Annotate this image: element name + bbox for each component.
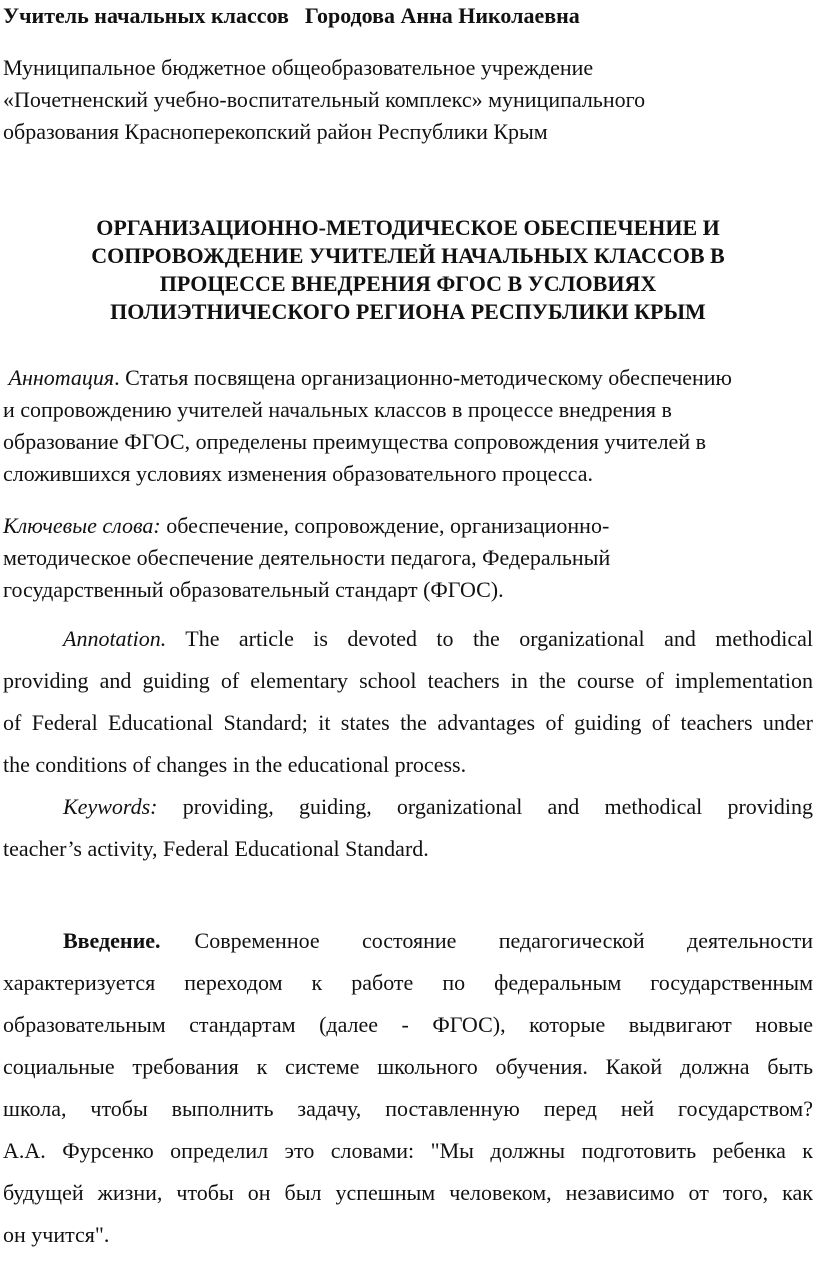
- title-line: ПРОЦЕССЕ ВНЕДРЕНИЯ ФГОС В УСЛОВИЯХ: [159, 271, 657, 296]
- institution-line: «Почетненский учебно-воспитательный комплекс» муниципального: [3, 87, 646, 112]
- author-name: Городова Анна Николаевна: [304, 3, 580, 28]
- author-role: Учитель начальных классов: [3, 3, 289, 28]
- introduction-line: А.А. Фурсенко определил это словами: "Мы должны подготовить ребенка к: [3, 1138, 813, 1163]
- introduction-text: Современное состояние педагогической деятельности: [194, 928, 813, 953]
- abstract-ru-line: образование ФГОС, определены преимущества сопровождения учителей в: [3, 429, 706, 454]
- annotation-en-line: the conditions of changes in the educational process.: [3, 752, 467, 777]
- keywords-ru-line: [3, 510, 813, 542]
- keywords-en-line: teacher’s activity, Federal Educational Standard.: [3, 836, 429, 861]
- institution-line: Муниципальное бюджетное общеобразовательное учреждение: [3, 55, 594, 80]
- article-title: [0, 214, 816, 326]
- title-line: ОРГАНИЗАЦИОННО-МЕТОДИЧЕСКОЕ ОБЕСПЕЧЕНИЕ И: [96, 215, 720, 240]
- author-line: [3, 2, 580, 30]
- keywords-ru-text: обеспечение, сопровождение, организационно-: [160, 513, 610, 538]
- keywords-en: [3, 786, 813, 870]
- institution-line: образования Красноперекопский район Республики Крым: [3, 119, 548, 144]
- annotation-en-line: providing and guiding of elementary school teachers in the course of implementation: [3, 668, 813, 693]
- abstract-ru-text: . Статья посвящена организационно-методическому обеспечению: [114, 365, 732, 390]
- abstract-ru: [3, 362, 813, 490]
- title-line: СОПРОВОЖДЕНИЕ УЧИТЕЛЕЙ НАЧАЛЬНЫХ КЛАССОВ В: [91, 243, 725, 268]
- introduction-line: социальные требования к системе школьного обучения. Какой должна быть: [3, 1054, 813, 1079]
- abstract-ru-line: [3, 362, 813, 394]
- introduction-line: будущей жизни, чтобы он был успешным человеком, независимо от того, как: [3, 1180, 813, 1205]
- annotation-en-line: [3, 618, 813, 660]
- keywords-ru-label: Ключевые слова:: [3, 513, 161, 538]
- annotation-en-line: of Federal Educational Standard; it states the advantages of guiding of teachers under: [3, 710, 813, 735]
- abstract-ru-label: Аннотация: [8, 365, 115, 390]
- keywords-ru-line: государственный образовательный стандарт (ФГОС).: [3, 577, 504, 602]
- abstract-ru-line: сложившихся условиях изменения образовательного процесса.: [3, 461, 593, 486]
- introduction-label: Введение.: [63, 928, 161, 953]
- introduction-line: характеризуется переходом к работе по федеральным государственным: [3, 970, 813, 995]
- keywords-en-line: [3, 786, 813, 828]
- title-line: ПОЛИЭТНИЧЕСКОГО РЕГИОНА РЕСПУБЛИКИ КРЫМ: [110, 299, 706, 324]
- introduction-line: [3, 920, 813, 962]
- abstract-ru-line: и сопровождению учителей начальных классов в процессе внедрения в: [3, 397, 672, 422]
- introduction-line: образовательным стандартам (далее - ФГОС), которые выдвигают новые: [3, 1012, 813, 1037]
- keywords-en-label: Keywords:: [63, 794, 158, 819]
- annotation-en-text: The article is devoted to the organizational and methodical: [166, 626, 813, 651]
- keywords-en-text: providing, guiding, organizational and methodical providing: [157, 794, 813, 819]
- annotation-en-label: Annotation.: [63, 626, 167, 651]
- introduction: [3, 920, 813, 1256]
- keywords-ru: [3, 510, 813, 606]
- introduction-line: он учится".: [3, 1222, 110, 1247]
- institution-block: [3, 52, 793, 148]
- annotation-en: [3, 618, 813, 786]
- keywords-ru-line: методическое обеспечение деятельности педагога, Федеральный: [3, 545, 611, 570]
- introduction-line: школа, чтобы выполнить задачу, поставленную перед ней государством?: [3, 1096, 813, 1121]
